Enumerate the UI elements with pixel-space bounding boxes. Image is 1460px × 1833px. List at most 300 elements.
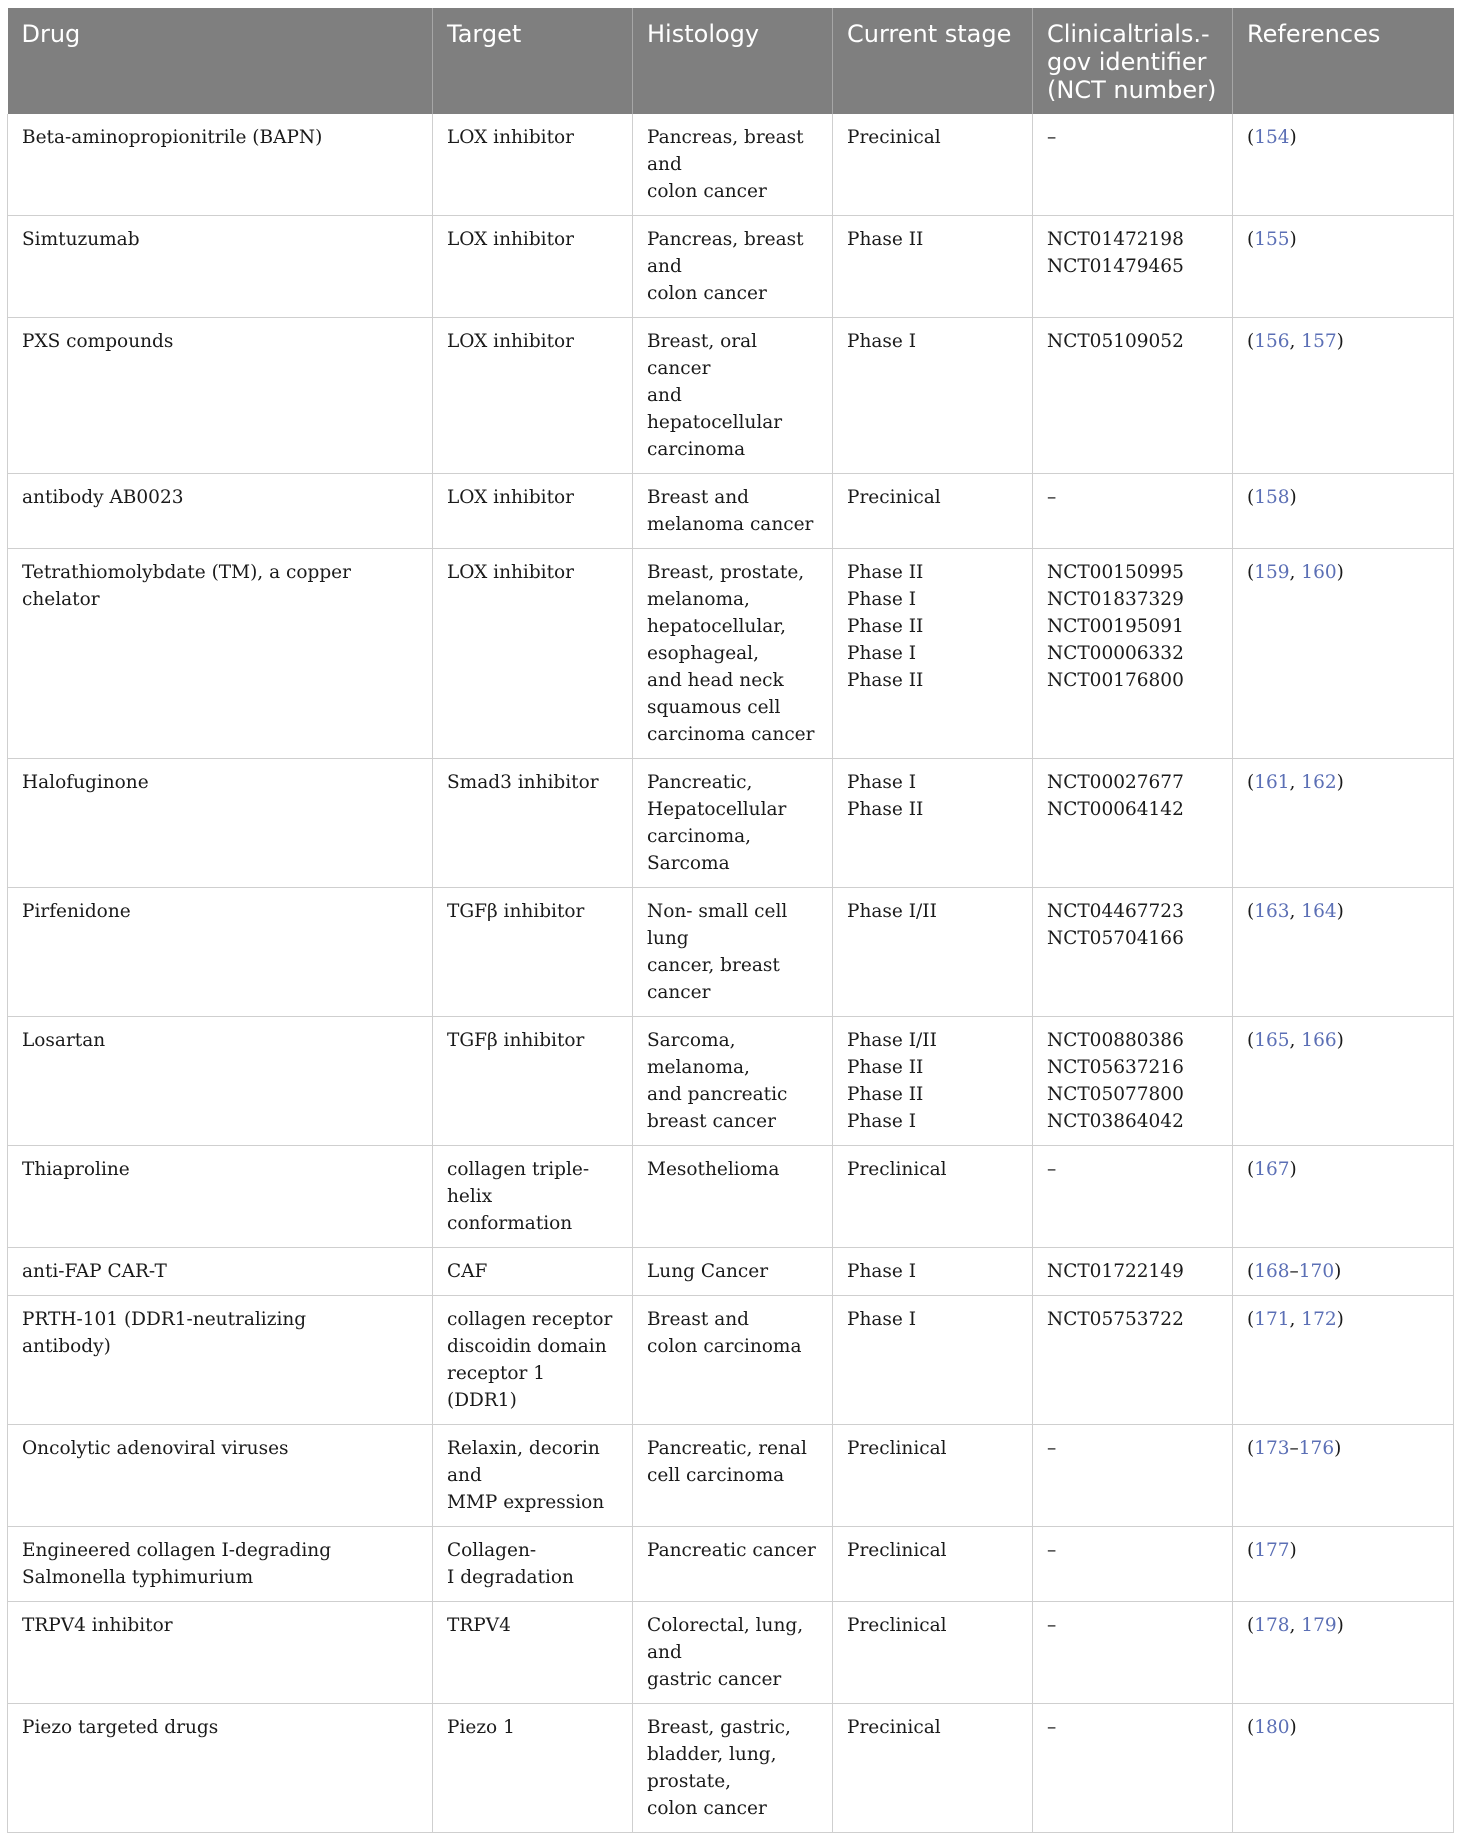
stage-cell (833, 1704, 1033, 1833)
histology-cell-line: and pancreatic (647, 1084, 788, 1105)
nct-cell-line: – (1047, 1159, 1057, 1180)
reference-link[interactable]: 178 (1254, 1615, 1290, 1636)
header-line: Current stage (847, 20, 1012, 48)
ref-separator: , (1289, 1030, 1302, 1051)
reference-link[interactable]: 176 (1298, 1438, 1335, 1459)
references-cell (1233, 1527, 1454, 1602)
stage-cell (833, 1602, 1033, 1704)
histology-cell (633, 1296, 833, 1425)
histology-cell (633, 1248, 833, 1296)
table-row (8, 1527, 1454, 1602)
nct-cell (1033, 474, 1233, 549)
paren-open: ( (1247, 487, 1255, 508)
nct-cell-line: NCT00176800 (1047, 670, 1184, 691)
histology-cell-line: Colorectal, lung, and (647, 1615, 804, 1663)
target-cell-line: LOX inhibitor (447, 331, 575, 352)
table-row (8, 759, 1454, 888)
drug-cell-line: antibody AB0023 (22, 487, 184, 508)
table-row (8, 888, 1454, 1017)
ref-separator: , (1289, 331, 1302, 352)
drug-cell-line: Pirfenidone (22, 901, 131, 922)
drug-cell (8, 216, 433, 318)
drug-cell (8, 1527, 433, 1602)
paren-close: ) (1336, 331, 1344, 352)
drug-cell (8, 1425, 433, 1527)
stage-cell-line: Phase II (847, 799, 924, 820)
drug-cell-line: Piezo targeted drugs (22, 1717, 219, 1738)
reference-link[interactable]: 164 (1301, 901, 1337, 922)
drug-cell (8, 318, 433, 474)
reference-link[interactable]: 165 (1254, 1030, 1290, 1051)
nct-cell-line: NCT05704166 (1047, 928, 1184, 949)
nct-cell-line: NCT01722149 (1047, 1261, 1184, 1282)
target-cell (433, 1425, 633, 1527)
histology-cell-line: Pancreatic, renal (647, 1438, 807, 1459)
target-cell-line: I degradation (447, 1567, 574, 1588)
drug-cell (8, 888, 433, 1017)
target-cell-line: TGFβ inhibitor (447, 1030, 585, 1051)
nct-cell (1033, 318, 1233, 474)
references-cell (1233, 1425, 1454, 1527)
table-container (7, 8, 1453, 1833)
drug-cell-line: Simtuzumab (22, 229, 140, 250)
stage-cell-line: Phase I (847, 331, 917, 352)
target-cell-line: Piezo 1 (447, 1717, 515, 1738)
stage-cell-line: Phase I/II (847, 1030, 937, 1051)
drug-cell-line: PRTH-101 (DDR1-neutralizing (22, 1309, 307, 1330)
paren-close: ) (1336, 1615, 1344, 1636)
reference-link[interactable]: 167 (1254, 1159, 1290, 1180)
header-line: Histology (647, 20, 760, 48)
reference-link[interactable]: 172 (1301, 1309, 1337, 1330)
target-cell-line: receptor 1 (DDR1) (447, 1363, 546, 1411)
histology-cell (633, 1527, 833, 1602)
histology-cell (633, 474, 833, 549)
paren-open: ( (1247, 1159, 1255, 1180)
target-cell-line: Relaxin, decorin and (447, 1438, 600, 1486)
histology-cell-line: gastric cancer (647, 1669, 782, 1690)
stage-cell (833, 474, 1033, 549)
histology-cell (633, 549, 833, 759)
references-cell (1233, 1146, 1454, 1248)
nct-cell-line: NCT05109052 (1047, 331, 1184, 352)
nct-cell (1033, 1296, 1233, 1425)
paren-open: ( (1247, 1261, 1255, 1282)
histology-cell-line: Pancreatic cancer (647, 1540, 816, 1561)
ref-separator: , (1289, 562, 1302, 583)
histology-cell (633, 1146, 833, 1248)
target-cell (433, 1602, 633, 1704)
references-cell (1233, 1602, 1454, 1704)
histology-cell-line: melanoma, (647, 589, 750, 610)
stage-cell (833, 216, 1033, 318)
references-cell (1233, 318, 1454, 474)
target-cell (433, 318, 633, 474)
histology-cell-line: and (647, 385, 682, 406)
drug-cell-line: Thiaproline (22, 1159, 130, 1180)
paren-open: ( (1247, 1540, 1255, 1561)
nct-cell-line: – (1047, 1438, 1057, 1459)
references-cell (1233, 888, 1454, 1017)
paren-close: ) (1289, 487, 1297, 508)
paren-open: ( (1247, 1030, 1255, 1051)
paren-close: ) (1289, 1717, 1297, 1738)
drug-cell (8, 1296, 433, 1425)
drug-cell (8, 1146, 433, 1248)
header-line: Clinicaltrials.- (1047, 20, 1210, 48)
stage-cell-line: Precinical (847, 1717, 941, 1738)
header-row (8, 8, 1454, 114)
histology-cell-line: carcinoma (647, 439, 746, 460)
stage-cell-line: Phase I (847, 589, 917, 610)
table-row (8, 549, 1454, 759)
target-cell (433, 474, 633, 549)
paren-open: ( (1247, 1438, 1255, 1459)
header-line: gov identifier (1047, 48, 1207, 76)
header-nct-identifier (1033, 8, 1233, 114)
paren-open: ( (1247, 1615, 1255, 1636)
histology-cell (633, 759, 833, 888)
target-cell (433, 1704, 633, 1833)
nct-cell (1033, 1602, 1233, 1704)
nct-cell-line: – (1047, 1717, 1057, 1738)
drug-cell-line: anti-FAP CAR-T (22, 1261, 167, 1282)
drug-cell-line: Tetrathiomolybdate (TM), a copper chelator (22, 562, 351, 610)
stage-cell-line: Phase I/II (847, 901, 937, 922)
reference-link[interactable]: 180 (1254, 1717, 1290, 1738)
table-row (8, 1017, 1454, 1146)
stage-cell (833, 549, 1033, 759)
target-cell-line: Collagen- (447, 1540, 537, 1561)
drug-cell (8, 1602, 433, 1704)
histology-cell-line: hepatocellular, (647, 616, 787, 637)
histology-cell-line: colon cancer (647, 1798, 767, 1819)
nct-cell (1033, 549, 1233, 759)
histology-cell-line: Breast and (647, 1309, 750, 1330)
paren-close: ) (1289, 1159, 1297, 1180)
table-row (8, 1248, 1454, 1296)
histology-cell-line: Breast, gastric, (647, 1717, 791, 1738)
stage-cell-line: Precinical (847, 127, 941, 148)
nct-cell-line: NCT00064142 (1047, 799, 1184, 820)
reference-link[interactable]: 173 (1254, 1438, 1290, 1459)
table-row (8, 1425, 1454, 1527)
paren-close: ) (1289, 1540, 1297, 1561)
histology-cell-line: Lung Cancer (647, 1261, 769, 1282)
drug-cell-line: Halofuginone (22, 772, 149, 793)
reference-link[interactable]: 162 (1301, 772, 1337, 793)
histology-cell (633, 216, 833, 318)
target-cell-line: TRPV4 (447, 1615, 511, 1636)
target-cell-line: helix conformation (447, 1186, 573, 1234)
histology-cell-line: colon cancer (647, 283, 767, 304)
paren-close: ) (1336, 901, 1344, 922)
target-cell (433, 888, 633, 1017)
histology-cell-line: and head neck (647, 670, 784, 691)
nct-cell (1033, 1248, 1233, 1296)
stage-cell-line: Preclinical (847, 1438, 947, 1459)
target-cell-line: CAF (447, 1261, 488, 1282)
nct-cell-line: NCT01472198 (1047, 229, 1184, 250)
stage-cell-line: Phase II (847, 616, 924, 637)
histology-cell-line: esophageal, (647, 643, 759, 664)
target-cell (433, 216, 633, 318)
histology-cell (633, 1017, 833, 1146)
histology-cell-line: breast cancer (647, 1111, 776, 1132)
histology-cell-line: hepatocellular (647, 412, 783, 433)
target-cell (433, 1146, 633, 1248)
target-cell (433, 1527, 633, 1602)
target-cell-line: LOX inhibitor (447, 562, 575, 583)
nct-cell-line: – (1047, 1615, 1057, 1636)
stage-cell (833, 1296, 1033, 1425)
drug-table (7, 8, 1454, 1833)
drug-cell (8, 1704, 433, 1833)
nct-cell-line: NCT05637216 (1047, 1057, 1184, 1078)
paren-open: ( (1247, 1717, 1255, 1738)
histology-cell-line: melanoma cancer (647, 514, 814, 535)
reference-link[interactable]: 163 (1254, 901, 1290, 922)
nct-cell-line: NCT05753722 (1047, 1309, 1184, 1330)
drug-cell-line: TRPV4 inhibitor (22, 1615, 173, 1636)
nct-cell-line: NCT00880386 (1047, 1030, 1184, 1051)
stage-cell-line: Phase II (847, 229, 924, 250)
stage-cell (833, 1146, 1033, 1248)
references-cell (1233, 1017, 1454, 1146)
histology-cell-line: colon carcinoma (647, 1336, 802, 1357)
drug-cell-line: PXS compounds (22, 331, 174, 352)
reference-link[interactable]: 158 (1254, 487, 1290, 508)
nct-cell-line: – (1047, 1540, 1057, 1561)
nct-cell-line: NCT04467723 (1047, 901, 1184, 922)
target-cell (433, 1296, 633, 1425)
paren-open: ( (1247, 127, 1255, 148)
nct-cell-line: NCT00150995 (1047, 562, 1184, 583)
references-cell (1233, 1704, 1454, 1833)
paren-close: ) (1334, 1261, 1342, 1282)
target-cell-line: Smad3 inhibitor (447, 772, 599, 793)
stage-cell (833, 1425, 1033, 1527)
nct-cell-line: NCT00195091 (1047, 616, 1184, 637)
nct-cell (1033, 888, 1233, 1017)
histology-cell-line: Pancreatic, (647, 772, 753, 793)
stage-cell (833, 114, 1033, 216)
nct-cell (1033, 759, 1233, 888)
drug-cell-line: Engineered collagen I-degrading (22, 1540, 332, 1561)
stage-cell-line: Phase I (847, 772, 917, 793)
nct-cell (1033, 1425, 1233, 1527)
reference-link[interactable]: 155 (1254, 229, 1290, 250)
target-cell-line: collagen triple- (447, 1159, 590, 1180)
histology-cell-line: cancer, breast cancer (647, 955, 780, 1003)
table-row (8, 1296, 1454, 1425)
paren-close: ) (1336, 562, 1344, 583)
histology-cell-line: Pancreas, breast and (647, 229, 804, 277)
drug-cell (8, 1017, 433, 1146)
header-histology (633, 8, 833, 114)
histology-cell (633, 1602, 833, 1704)
stage-cell-line: Preclinical (847, 1540, 947, 1561)
paren-open: ( (1247, 229, 1255, 250)
target-cell (433, 549, 633, 759)
ref-separator: – (1289, 1438, 1299, 1459)
drug-cell-line: Oncolytic adenoviral viruses (22, 1438, 289, 1459)
reference-link[interactable]: 171 (1254, 1309, 1290, 1330)
drug-cell-line: Beta-aminopropionitrile (BAPN) (22, 127, 323, 148)
drug-cell-line: antibody) (22, 1336, 111, 1357)
nct-cell (1033, 114, 1233, 216)
header-line: (NCT number) (1047, 76, 1217, 104)
paren-close: ) (1289, 229, 1297, 250)
histology-cell-line: Breast, oral cancer (647, 331, 758, 379)
stage-cell-line: Phase II (847, 1084, 924, 1105)
histology-cell-line: Pancreas, breast and (647, 127, 804, 175)
histology-cell-line: Hepatocellular (647, 799, 787, 820)
histology-cell-line: prostate, (647, 1771, 732, 1792)
references-cell (1233, 549, 1454, 759)
ref-separator: , (1289, 1309, 1302, 1330)
stage-cell (833, 1527, 1033, 1602)
references-cell (1233, 114, 1454, 216)
reference-link[interactable]: 177 (1254, 1540, 1290, 1561)
stage-cell-line: Phase II (847, 1057, 924, 1078)
drug-cell-line: Salmonella typhimurium (22, 1567, 254, 1588)
references-cell (1233, 1248, 1454, 1296)
stage-cell-line: Phase II (847, 670, 924, 691)
paren-close: ) (1336, 1030, 1344, 1051)
nct-cell (1033, 1017, 1233, 1146)
reference-link[interactable]: 161 (1254, 772, 1290, 793)
drug-cell (8, 114, 433, 216)
nct-cell-line: NCT01837329 (1047, 589, 1184, 610)
paren-open: ( (1247, 772, 1255, 793)
table-row (8, 1146, 1454, 1248)
reference-link[interactable]: 166 (1301, 1030, 1337, 1051)
table-header (8, 8, 1454, 114)
ref-separator: , (1289, 901, 1302, 922)
nct-cell-line: NCT00027677 (1047, 772, 1184, 793)
references-cell (1233, 474, 1454, 549)
target-cell-line: LOX inhibitor (447, 127, 575, 148)
paren-open: ( (1247, 1309, 1255, 1330)
paren-close: ) (1336, 1309, 1344, 1330)
nct-cell-line: – (1047, 487, 1057, 508)
paren-close: ) (1336, 772, 1344, 793)
stage-cell-line: Precinical (847, 487, 941, 508)
table-body (8, 114, 1454, 1833)
histology-cell-line: Breast, prostate, (647, 562, 805, 583)
histology-cell (633, 318, 833, 474)
stage-cell-line: Phase I (847, 1309, 917, 1330)
table-row (8, 318, 1454, 474)
nct-cell-line: NCT05077800 (1047, 1084, 1184, 1105)
target-cell-line: LOX inhibitor (447, 487, 575, 508)
histology-cell-line: carcinoma, Sarcoma (647, 826, 752, 874)
drug-cell (8, 1248, 433, 1296)
histology-cell-line: Mesothelioma (647, 1159, 780, 1180)
reference-link[interactable]: 168 (1254, 1261, 1290, 1282)
stage-cell (833, 759, 1033, 888)
nct-cell-line: – (1047, 127, 1057, 148)
references-cell (1233, 759, 1454, 888)
table-row (8, 474, 1454, 549)
header-target (433, 8, 633, 114)
ref-separator: , (1289, 772, 1302, 793)
header-current-stage (833, 8, 1033, 114)
reference-link[interactable]: 157 (1301, 331, 1337, 352)
paren-open: ( (1247, 331, 1255, 352)
stage-cell-line: Preclinical (847, 1615, 947, 1636)
nct-cell-line: NCT00006332 (1047, 643, 1184, 664)
table-row (8, 1602, 1454, 1704)
stage-cell-line: Phase II (847, 562, 924, 583)
stage-cell (833, 318, 1033, 474)
target-cell (433, 114, 633, 216)
stage-cell-line: Preclinical (847, 1159, 947, 1180)
reference-link[interactable]: 156 (1254, 331, 1290, 352)
target-cell (433, 1248, 633, 1296)
header-line: Target (447, 20, 522, 48)
histology-cell (633, 1425, 833, 1527)
reference-link[interactable]: 159 (1254, 562, 1290, 583)
histology-cell-line: Sarcoma, melanoma, (647, 1030, 750, 1078)
paren-open: ( (1247, 562, 1255, 583)
ref-separator: – (1289, 1261, 1299, 1282)
histology-cell (633, 888, 833, 1017)
nct-cell (1033, 216, 1233, 318)
target-cell-line: discoidin domain (447, 1336, 607, 1357)
nct-cell (1033, 1704, 1233, 1833)
histology-cell-line: Non- small cell lung (647, 901, 788, 949)
ref-separator: , (1289, 1615, 1302, 1636)
drug-cell-line: Losartan (22, 1030, 106, 1051)
stage-cell-line: Phase I (847, 1261, 917, 1282)
reference-link[interactable]: 160 (1301, 562, 1337, 583)
reference-link[interactable]: 170 (1298, 1261, 1335, 1282)
stage-cell-line: Phase I (847, 643, 917, 664)
reference-link[interactable]: 179 (1301, 1615, 1337, 1636)
drug-cell (8, 759, 433, 888)
stage-cell (833, 1248, 1033, 1296)
reference-link[interactable]: 154 (1254, 127, 1290, 148)
target-cell-line: collagen receptor (447, 1309, 613, 1330)
drug-cell (8, 549, 433, 759)
header-references (1233, 8, 1454, 114)
histology-cell-line: cell carcinoma (647, 1465, 785, 1486)
table-row (8, 114, 1454, 216)
nct-cell (1033, 1146, 1233, 1248)
target-cell-line: TGFβ inhibitor (447, 901, 585, 922)
target-cell (433, 1017, 633, 1146)
target-cell-line: MMP expression (447, 1492, 605, 1513)
target-cell-line: LOX inhibitor (447, 229, 575, 250)
histology-cell-line: colon cancer (647, 181, 767, 202)
header-line: Drug (21, 20, 81, 48)
table-row (8, 216, 1454, 318)
drug-cell (8, 474, 433, 549)
paren-close: ) (1289, 127, 1297, 148)
table-row (8, 1704, 1454, 1833)
histology-cell-line: bladder, lung, (647, 1744, 777, 1765)
header-line: References (1247, 20, 1381, 48)
paren-close: ) (1334, 1438, 1342, 1459)
header-drug (8, 8, 433, 114)
references-cell (1233, 216, 1454, 318)
histology-cell-line: carcinoma cancer (647, 724, 815, 745)
histology-cell-line: Breast and (647, 487, 750, 508)
references-cell (1233, 1296, 1454, 1425)
stage-cell (833, 888, 1033, 1017)
